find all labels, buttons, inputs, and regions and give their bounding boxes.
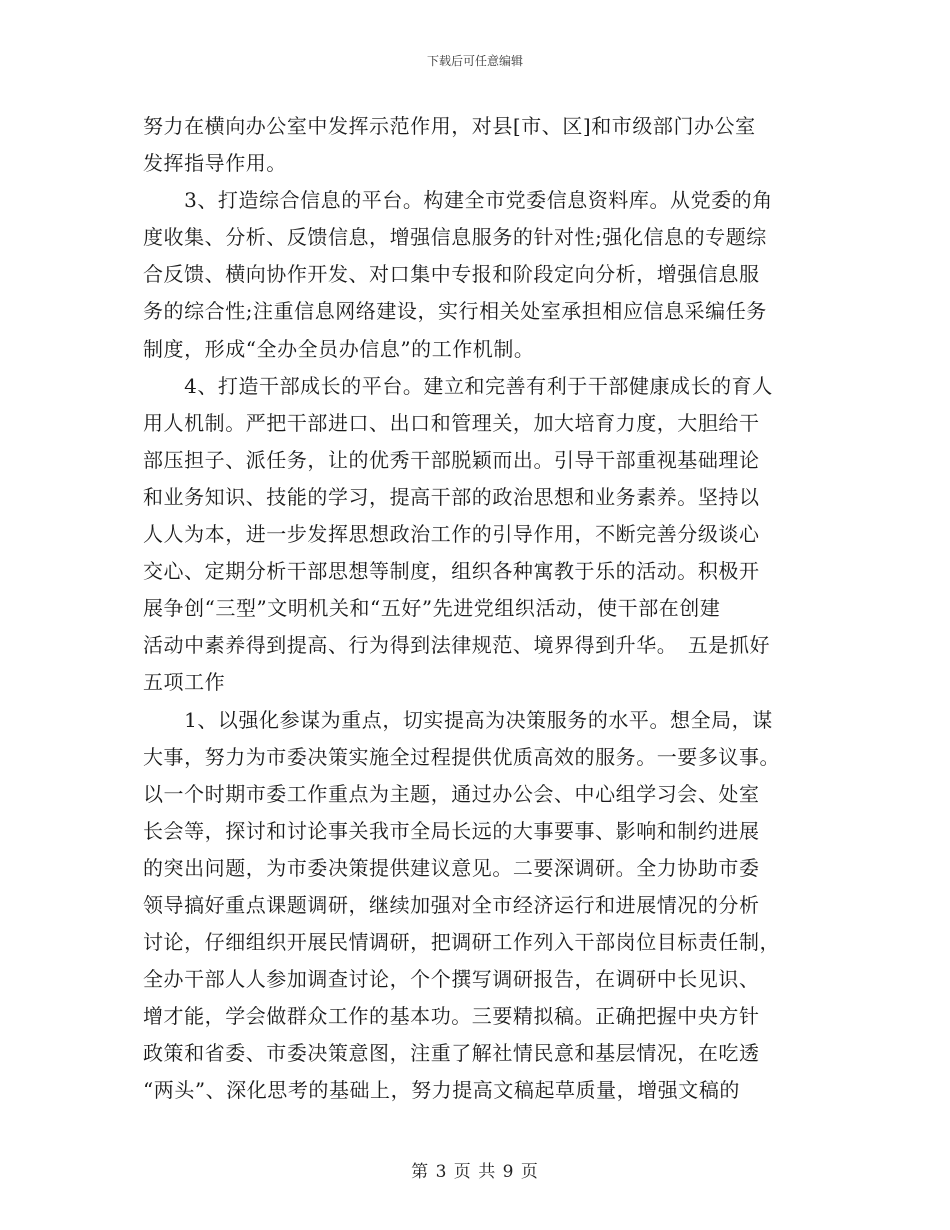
text-line: 努力在横向办公室中发挥示范作用，对县[市、区]和市级部门办公室	[143, 114, 756, 138]
text-line: 全办干部人人参加调查讨论，个个撰写调研报告，在调研中长见识、	[143, 967, 760, 992]
text-line: 和业务知识、技能的学习，提高干部的政治思想和业务素养。坚持以	[143, 484, 760, 509]
text-line: 大事，努力为市委决策实施全过程提供优质高效的服务。一要多议事。	[143, 744, 781, 769]
text-line: 部压担子、派任务，让的优秀干部脱颖而出。引导干部重视基础理论	[143, 447, 760, 472]
text-line: 4、打造干部成长的平台。建立和完善有利于干部健康成长的育人	[143, 373, 773, 398]
text-line: 的突出问题，为市委决策提供建议意见。二要深调研。全力协助市委	[143, 855, 760, 880]
text-line: 讨论，仔细组织开展民情调研，把调研工作列入干部岗位目标责任制，	[143, 930, 781, 955]
text-line: 人人为本，进一步发挥思想政治工作的引导作用，不断完善分级谈心	[143, 522, 760, 547]
page-header: 下载后可任意编辑	[426, 54, 523, 68]
text-line: 3、打造综合信息的平台。构建全市党委信息资料库。从党委的角	[143, 188, 773, 213]
text-line: 度收集、分析、反馈信息，增强信息服务的针对性;强化信息的专题综	[143, 225, 767, 250]
text-line: 合反馈、横向协作开发、对口集中专报和阶段定向分析，增强信息服	[143, 262, 760, 287]
text-line: 以一个时期市委工作重点为主题，通过办公会、中心组学习会、处室	[143, 781, 760, 806]
text-line: 增才能，学会做群众工作的基本功。三要精拟稿。正确把握中央方针	[143, 1004, 760, 1029]
text-line: 活动中素养得到提高、行为得到法律规范、境界得到升华。 五是抓好	[143, 633, 771, 658]
text-line: 用人机制。严把干部进口、出口和管理关，加大培育力度，大胆给干	[143, 410, 760, 435]
text-line: 制度，形成“全办全员办信息”的工作机制。	[143, 336, 535, 361]
text-line: 长会等，探讨和讨论事关我市全局长远的大事要事、影响和制约进展	[143, 818, 760, 843]
text-line: 交心、定期分析干部思想等制度，组织各种寓教于乐的活动。积极开	[143, 559, 760, 584]
text-line: 展争创“三型”文明机关和“五好”先进党组织活动，使干部在创建	[143, 596, 721, 621]
text-line: 政策和省委、市委决策意图，注重了解社情民意和基层情况，在吃透	[143, 1041, 760, 1066]
text-line: 五项工作	[143, 670, 226, 695]
text-line: “两头”、深化思考的基础上，努力提高文稿起草质量，增强文稿的	[143, 1078, 740, 1103]
page-footer: 第 3 页 共 9 页	[411, 1162, 539, 1182]
text-line: 务的综合性;注重信息网络建设，实行相关处室承担相应信息采编任务	[143, 299, 767, 324]
text-line: 发挥指导作用。	[143, 151, 287, 176]
document-body	[143, 108, 813, 1110]
text-line: 领导搞好重点课题调研，继续加强对全市经济运行和进展情况的分析	[143, 892, 760, 917]
text-line: 1、以强化参谋为重点，切实提高为决策服务的水平。想全局，谋	[143, 707, 773, 732]
